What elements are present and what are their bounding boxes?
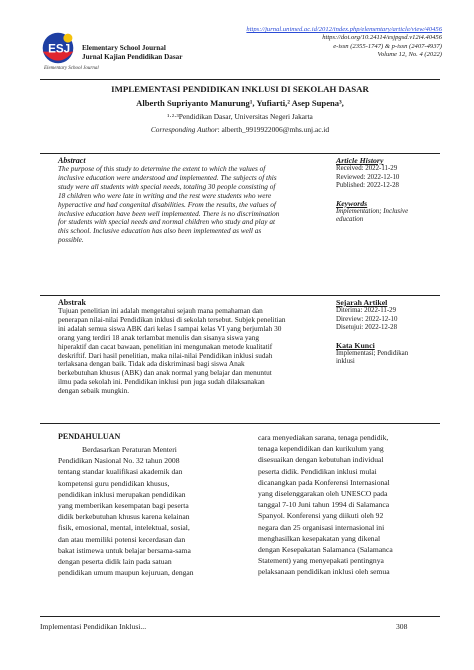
body-line: Spanyol. Konferensi yang diikuti oleh 92 <box>258 511 384 521</box>
kata-kunci-line2: inklusi <box>336 358 355 366</box>
abstract-id-line: penerapan nilai-nilai Pendidikan inklusi di sekolah tersebut. Subjek penelitian <box>58 314 286 324</box>
author-affiliation: ¹·²·³Pendidikan Dasar, Universitas Negeri Jakarta <box>167 112 313 121</box>
journal-name-line2: Jurnal Kajian Pendidikan Dasar <box>82 53 183 61</box>
article-title: IMPLEMENTASI PENDIDIKAN INKLUSI DI SEKOLAH DASAR <box>111 84 369 94</box>
svg-text:ESJ: ESJ <box>48 42 71 56</box>
article-url-link[interactable]: https://jurnal.unimed.ac.id/2012/index.php/elementary/article/view/40456 <box>246 26 442 33</box>
kata-kunci-heading: Kata Kunci <box>336 340 375 350</box>
page-number: 308 <box>396 622 408 631</box>
sejarah-artikel-heading: Sejarah Artikel <box>336 298 388 307</box>
header-divider <box>40 79 440 80</box>
body-line: yang diselenggarakan oleh UNESCO pada <box>258 489 388 499</box>
abstract-en-body <box>58 165 330 245</box>
body-divider <box>40 423 440 424</box>
abstract-en-line: study were all students with special needs, totaling 30 people consisting of <box>58 181 276 191</box>
body-line: dan atau memiliki potensi kecerdasan dan <box>58 534 186 544</box>
body-line: tanggal 7-10 Juni tahun 1994 di Salamanca <box>258 500 390 510</box>
body-line: dengan Kesepakatan Salamanca (Salamanca <box>258 545 393 555</box>
abstract-id-line: berkebutuhan khusus (ABK) dan anak normal yang belajar dan menuntut <box>58 368 272 378</box>
diterima-date: Diterima: 2022-11-29 <box>336 307 397 314</box>
abstract-id-line: ilmu pada sekolah ini. Pendidikan inklusi pun juga sudah dilaksanakan <box>58 377 265 387</box>
abstract-id-line: dengan sebaik mungkin. <box>58 386 130 396</box>
journal-name <box>82 44 182 62</box>
doi-text: https://doi.org/10.24114/esjpgsd.v12i4.40456 <box>322 34 442 42</box>
corresponding-author <box>40 125 440 134</box>
abstract-id-line: deskriftif. Dari hasil penelitian, maka nilai-nilai Pendidikan inklusi sudah <box>58 350 273 360</box>
abstract-en-heading: Abstract <box>58 156 86 165</box>
body-line: disesuaikan dengan kebutuhan individual <box>258 455 384 465</box>
body-line: tenaga kependidikan dan kurikulum yang <box>258 444 384 454</box>
section-heading: PENDAHULUAN <box>58 432 121 441</box>
abstract-en-line: inclusive education have been well implemented. There is no discrimination <box>58 208 280 218</box>
corr-email: : alberth_9919922006@mhs.unj.ac.id <box>217 125 330 134</box>
body-left-column <box>58 444 246 578</box>
running-title: Implementasi Pendidikan Inklusi... <box>40 622 147 631</box>
abstract-id-line: hiperaktif dan cacat bawaan, penelitian ini mengunakan metode kualitatif <box>58 341 273 351</box>
keywords-line2: education <box>336 216 364 224</box>
body-line: yang memberikan kesempatan bagi peserta <box>58 501 189 511</box>
body-line: Berdasarkan Peraturan Menteri <box>82 445 177 454</box>
body-line: pendidikan inklusi merupakan pendidikan <box>58 489 186 499</box>
keywords-heading: Keywords <box>336 198 368 208</box>
direview-date: Direview: 2022-12-10 <box>336 315 398 323</box>
journal-logo <box>40 30 76 66</box>
body-line: dengan peserta didik lain pada satuan <box>58 557 172 567</box>
abstract-en-line: The purpose of this study to determine the extent to which the values of <box>58 164 266 173</box>
body-line: cara menyediakan sarana, tenaga pendidik, <box>258 433 389 442</box>
corr-label: Corresponding Author <box>150 125 218 134</box>
keywords-line1: Implementation; Inclusive <box>336 207 409 215</box>
abstract-id-heading: Abstrak <box>58 298 87 307</box>
kata-kunci-line1: Implementasi; Pendidikan <box>336 349 409 357</box>
abstract-id-line: orang yang terdiri 18 anak terlambat menulis dan sisanya siswa yang <box>58 332 260 342</box>
body-line: tentang standar kualifikasi akademik dan <box>58 467 183 477</box>
abstract-id-line: Tujuan penelitian ini adalah mengetahui sejauh mana pemahaman dan <box>58 306 263 315</box>
body-line: fisik, emosional, mental, intelektual, sosial, <box>58 523 190 533</box>
abstract-en-line: inclusive education were understood and implemented. The subjects of this <box>58 172 277 182</box>
body-right-column <box>258 432 444 578</box>
volume-text: Volume 12, No. 4 (2022) <box>377 51 442 59</box>
journal-meta <box>246 26 442 60</box>
abstract-en-line: possible. <box>58 235 84 245</box>
body-line: peserta didik. Pendidikan inklusi mulai <box>258 466 377 476</box>
body-line: pelaksanaan pendidikan inklusi oleh semua <box>258 567 390 577</box>
body-line: pendidikan umum maupun kejuruan, dengan <box>58 568 194 578</box>
article-history-en <box>336 156 444 225</box>
abstract-en-line: 18 children who were late in writing and the rest were students who were <box>58 190 272 200</box>
abstract-id-line: terlaksana dengan baik. Tidak ada diskriminasi bagi siswa Anak <box>58 359 245 369</box>
article-history-id <box>336 298 444 367</box>
published-date: Published: 2022-12-28 <box>336 182 399 190</box>
body-line: negara dan 25 organisasi internasional ini <box>258 522 385 532</box>
abstract-id-divider <box>40 295 440 296</box>
body-line: bakat istimewa untuk belajar bersama-sama <box>58 545 191 555</box>
reviewed-date: Reviewed: 2022-12-10 <box>336 173 400 181</box>
abstract-en-divider <box>40 153 440 154</box>
body-line: Pendidikan Nasional No. 32 tahun 2008 <box>58 456 180 466</box>
abstract-en-line: this school. Inclusive education has also been implemented as well as <box>58 226 262 236</box>
abstract-id-body <box>58 307 330 396</box>
received-date: Received: 2022-11-29 <box>336 165 398 172</box>
body-line: Statement) yang menyepakati pentingnya <box>258 556 384 566</box>
abstract-en-line: for students with special needs and normal children who study and play at <box>58 217 276 227</box>
article-history-heading: Article History <box>336 156 384 165</box>
abstract-id-line: ini adalah semua siswa ABK dari kelas I sampai kelas VI yang berjumlah 30 <box>58 323 282 333</box>
abstract-en-line: hyperactive and had congenital disabilities. From the results, the values of <box>58 199 276 209</box>
body-line: kompetensi guru pendidikan khusus, <box>58 478 170 488</box>
footer-divider <box>40 616 440 617</box>
journal-name-line1: Elementary School Journal <box>82 44 166 52</box>
logo-tagline: Elementary School Journal <box>44 66 99 71</box>
article-authors: Alberth Supriyanto Manurung¹, Yufiarti,² Asep Supena³, <box>136 98 344 108</box>
issn-text: e-issn (2355-1747) & p-issn (2407-4937) <box>333 42 442 50</box>
body-line: didik berkebutuhan khusus karena kelainan <box>58 512 190 522</box>
body-line: dicanangkan pada Konferensi Internasional <box>258 477 390 487</box>
disetujui-date: Disetujui: 2022-12-28 <box>336 324 398 332</box>
body-line: menghasilkan kesepakatan yang dikenal <box>258 533 381 543</box>
